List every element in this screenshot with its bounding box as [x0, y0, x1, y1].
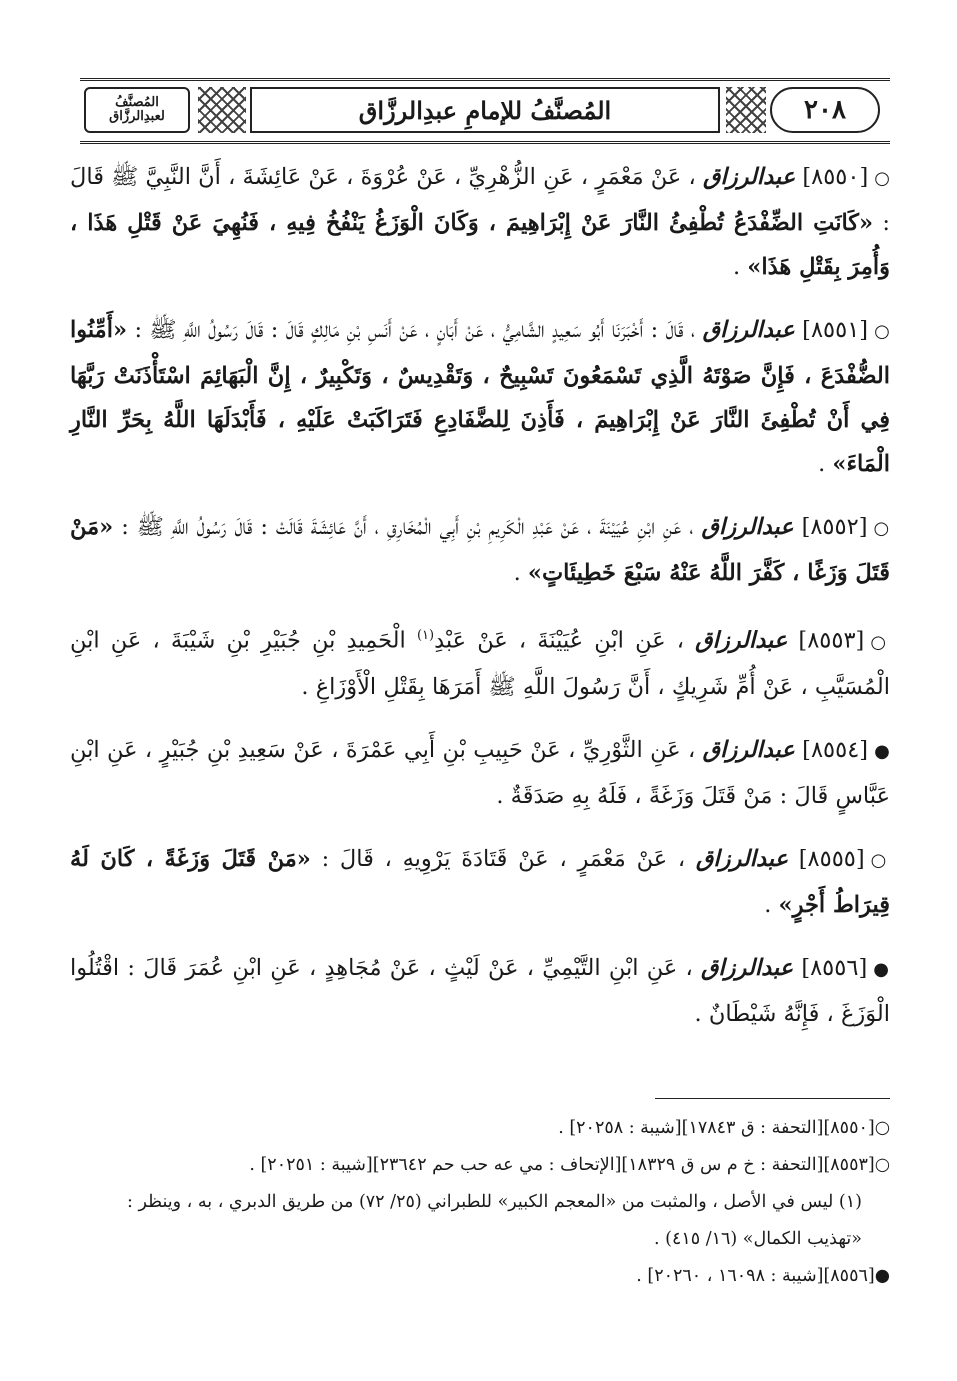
book-logo: المُصنَّفُ لعبدِالرزَّاق — [84, 87, 190, 133]
hadith-8556 — [70, 946, 890, 1036]
isnad: ، عَنْ مَعْمَرٍ ، عَنِ الزُّهْرِيِّ ، عَنْ عُرْوَةَ ، عَنْ عَائِشَةَ ، أَنَّ النَّبِيَّ ﷺ قَالَ : — [70, 164, 891, 236]
page-number: ٢٠٨ — [770, 87, 880, 133]
end-mark: . — [818, 451, 833, 477]
author-name: عبدالرزاق — [695, 845, 789, 872]
footnote-divider — [655, 1098, 890, 1099]
matn: «مَنْ قَتَلَ وَزَغَةً ، كَانَ لَهُ قِيرَاطُ أَجْرٍ» — [70, 845, 890, 918]
circle-marker-icon: ○ — [873, 518, 890, 539]
hadith-8550 — [70, 155, 890, 289]
end-mark: . — [694, 1000, 709, 1027]
hadith-number: [٨٥٥٤] — [802, 736, 869, 763]
isnad: ، عَنِ ابْنِ التَّيْمِيِّ ، عَنْ لَيْثٍ ، عَنْ مُجَاهِدٍ ، عَنِ ابْنِ عُمَرَ قَالَ : اقْتُلُوا الْوَزَغَ ، فَإِنَّهُ شَيْطَانٌ — [70, 954, 890, 1027]
isnad: ، عَنِ ابْنِ عُيَيْنَةَ ، عَنْ عَبْدِ — [434, 627, 685, 654]
hadith-8555 — [70, 837, 890, 927]
footnote-8553: ○[٨٥٥٣][التحفة : خ م س ق ١٨٣٢٩][الإتحاف : مي عه حب حم ٢٣٦٤٢][شيبة : ٢٠٢٥١] . — [249, 1155, 890, 1175]
end-mark: . — [732, 254, 748, 280]
matn: «كَانَتِ الضِّفْدَعُ تُطْفِئُ النَّارَ عَنْ إِبْرَاهِيمَ ، وَكَانَ الْوَزَغُ يَنْفُخُ فِيهِ ، فَنُهِيَ عَنْ قَتْلِ هَذَا ، وَأُمِرَ بِقَتْلِ هَذَا» — [70, 210, 890, 280]
ornament-left — [198, 87, 246, 133]
matn: «أَمِّنُوا الضُّفْدَعَ ، فَإِنَّ صَوْتَهُ الَّذِي تَسْمَعُونَ تَسْبِيحٌ ، وَتَقْدِيسٌ ، وَتَكْبِيرٌ ، إِنَّ الْبَهَائِمَ اسْتَأْذَنَتْ رَبَّهَا فِي أَنْ تُطْفِئَ النَّارَ عَنْ إِبْرَاهِيمَ ، فَأَذِنَ لِلضَّفَادِعِ فَتَرَاكَبَتْ عَلَيْهِ ، فَأَبْدَلَهَا اللَّهُ بِحَرِّ النَّارِ الْمَاءَ» — [70, 317, 890, 477]
isnad: ، عَنِ ابْنِ عُيَيْنَةَ ، عَنْ عَبْدِ الْكَرِيمِ بْنِ أَبِي الْمُخَارِقِ ، أَنَّ عَائِشَةَ قَالَتْ : قَالَ رَسُولُ اللَّهِ ﷺ : — [121, 514, 694, 540]
hadith-number: [٨٥٥٦] — [801, 954, 868, 981]
author-name: عبدالرزاق — [702, 736, 795, 763]
footnotes — [70, 1110, 890, 1295]
ornament-right — [726, 87, 766, 133]
end-mark: . — [513, 560, 528, 586]
author-name: عبدالرزاق — [700, 954, 794, 981]
isnad: ، قَالَ : أَخْبَرَنَا أَبُو سَعِيدٍ الشَّامِيُّ ، عَنْ أَبَانٍ ، عَنْ أَنَسِ بْنِ مَالِكٍ قَالَ : قَالَ رَسُولُ اللَّهِ ﷺ : — [134, 317, 696, 343]
circle-marker-icon: ○ — [874, 321, 891, 342]
footnote-1: (١) ليس في الأصل ، والمثبت من «المعجم الكبير» للطبراني (٢٥/ ٧٢) من طريق الدبري ، به ، وينظر : «تهذيب الكمال» (١٦/ ٤١٥) . — [127, 1192, 862, 1249]
author-name: عبدالرزاق — [695, 627, 788, 654]
page-header — [80, 78, 890, 144]
circle-marker-icon: ○ — [870, 849, 890, 871]
author-name: عبدالرزاق — [701, 514, 794, 540]
end-mark: . — [764, 891, 779, 918]
hadith-8554 — [70, 728, 890, 818]
author-name: عبدالرزاق — [702, 317, 795, 343]
circle-marker-icon: ○ — [870, 631, 891, 653]
hadith-number: [٨٥٥٠] — [802, 164, 869, 190]
footnote-8550: ○[٨٥٥٠][التحفة : ق ١٧٨٤٣][شيبة : ٢٠٢٥٨] . — [558, 1118, 890, 1138]
hadith-number: [٨٥٥٢] — [801, 514, 868, 540]
hadith-number: [٨٥٥١] — [802, 317, 869, 343]
author-name: عبدالرزاق — [703, 164, 796, 190]
end-mark: . — [496, 782, 511, 809]
matn: «مَنْ قَتَلَ وَزَغًا ، كَفَّرَ اللَّهُ عَنْهُ سَبْعَ خَطِيئَاتٍ» — [70, 514, 890, 586]
book-title: المُصنَّفُ للإمامِ عبدِالرزَّاق — [250, 87, 720, 133]
hadith-8553 — [70, 614, 890, 709]
hadith-8551 — [70, 308, 890, 486]
bullet-marker-icon: ● — [874, 740, 890, 762]
bullet-marker-icon: ● — [873, 958, 890, 980]
end-mark: . — [301, 673, 316, 700]
isnad: ، عَنْ مَعْمَرٍ ، عَنْ قَتَادَةَ يَرْوِيهِ ، قَالَ : — [321, 845, 686, 872]
footnote-8556: ●[٨٥٥٦][شيبة : ١٦٠٩٨ ، ٢٠٢٦٠] . — [636, 1266, 890, 1286]
hadith-number: [٨٥٥٣] — [798, 627, 865, 654]
circle-marker-icon: ○ — [874, 168, 891, 189]
footnote-reference[interactable]: (١) — [416, 628, 435, 643]
hadith-8552 — [70, 505, 890, 595]
hadith-number: [٨٥٥٥] — [798, 845, 865, 872]
main-text — [70, 155, 890, 1055]
isnad-continued: الْحَمِيدِ بْنِ جُبَيْرِ بْنِ شَيْبَةَ ، عَنِ ابْنِ الْمُسَيَّبِ ، عَنْ أُمِّ شَرِيكٍ ، أَنَّ رَسُولَ اللَّهِ ﷺ أَمَرَهَا بِقَتْلِ الْأَوْزَاغِ — [70, 627, 890, 700]
isnad: ، عَنِ الثَّوْرِيِّ ، عَنْ حَبِيبِ بْنِ أَبِي عَمْرَةَ ، عَنْ سَعِيدِ بْنِ جُبَيْرٍ ، عَنِ ابْنِ عَبَّاسٍ قَالَ : مَنْ قَتَلَ وَزَغَةً ، فَلَهُ بِهِ صَدَقَةٌ — [70, 736, 890, 809]
